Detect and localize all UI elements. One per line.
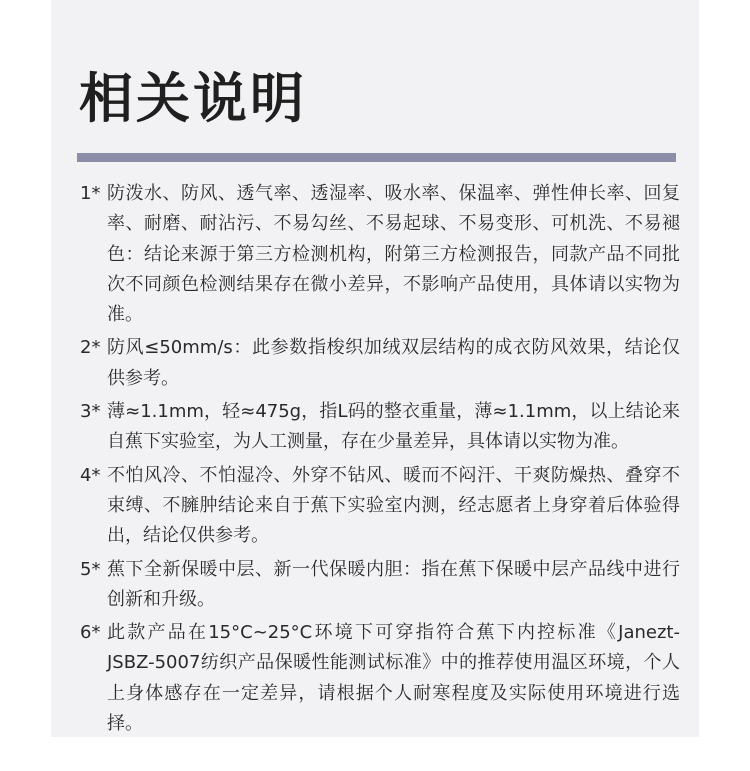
page-title: 相关说明 bbox=[79, 67, 307, 130]
title-divider bbox=[77, 153, 676, 162]
note-marker: 1* bbox=[80, 183, 101, 204]
note-marker: 5* bbox=[80, 558, 101, 580]
note-marker: 4* bbox=[80, 464, 101, 486]
note-text: 不怕风冷、不怕湿冷、外穿不钻风、暖而不闷汗、干爽防燥热、叠穿不束缚、不臃肿结论来自于蕉下实验室内测，经志愿者上身穿着后体验得出，结论仅供参考。 bbox=[107, 464, 680, 547]
note-item bbox=[80, 179, 680, 330]
note-item bbox=[80, 397, 680, 458]
note-marker: 3* bbox=[80, 401, 101, 423]
note-item bbox=[80, 333, 680, 394]
note-marker: 2* bbox=[80, 337, 101, 359]
note-marker: 6* bbox=[80, 622, 101, 644]
note-text: 防风≤50mm/s：此参数指梭织加绒双层结构的成衣防风效果，结论仅供参考。 bbox=[107, 337, 680, 389]
note-item bbox=[80, 555, 680, 616]
note-item bbox=[80, 618, 680, 739]
note-text: 防泼水、防风、透气率、透湿率、吸水率、保温率、弹性伸长率、回复率、耐磨、耐沾污、不易勾丝、不易起球、不易变形、可机洗、不易褪色：结论来源于第三方检测机构，附第三方检测报告，同款产品不同批次不同颜色检测结果存在微小差异，不影响产品使用，具体请以实物为准。 bbox=[107, 183, 680, 326]
note-text: 此款产品在15°C~25°C环境下可穿指符合蕉下内控标准《Janezt-JSBZ-5007纺织产品保暖性能测试标准》中的推荐使用温区环境，个人上身体感存在一定差异，请根据个人耐寒程度及实际使用环境进行选择。 bbox=[107, 622, 680, 735]
notes-list bbox=[80, 179, 680, 742]
note-item bbox=[80, 461, 680, 552]
note-text: 蕉下全新保暖中层、新一代保暖内胆：指在蕉下保暖中层产品线中进行创新和升级。 bbox=[107, 558, 680, 610]
note-text: 薄≈1.1mm，轻≈475g，指L码的整衣重量，薄≈1.1mm，以上结论来自蕉下实验室，为人工测量，存在少量差异，具体请以实物为准。 bbox=[107, 401, 680, 453]
